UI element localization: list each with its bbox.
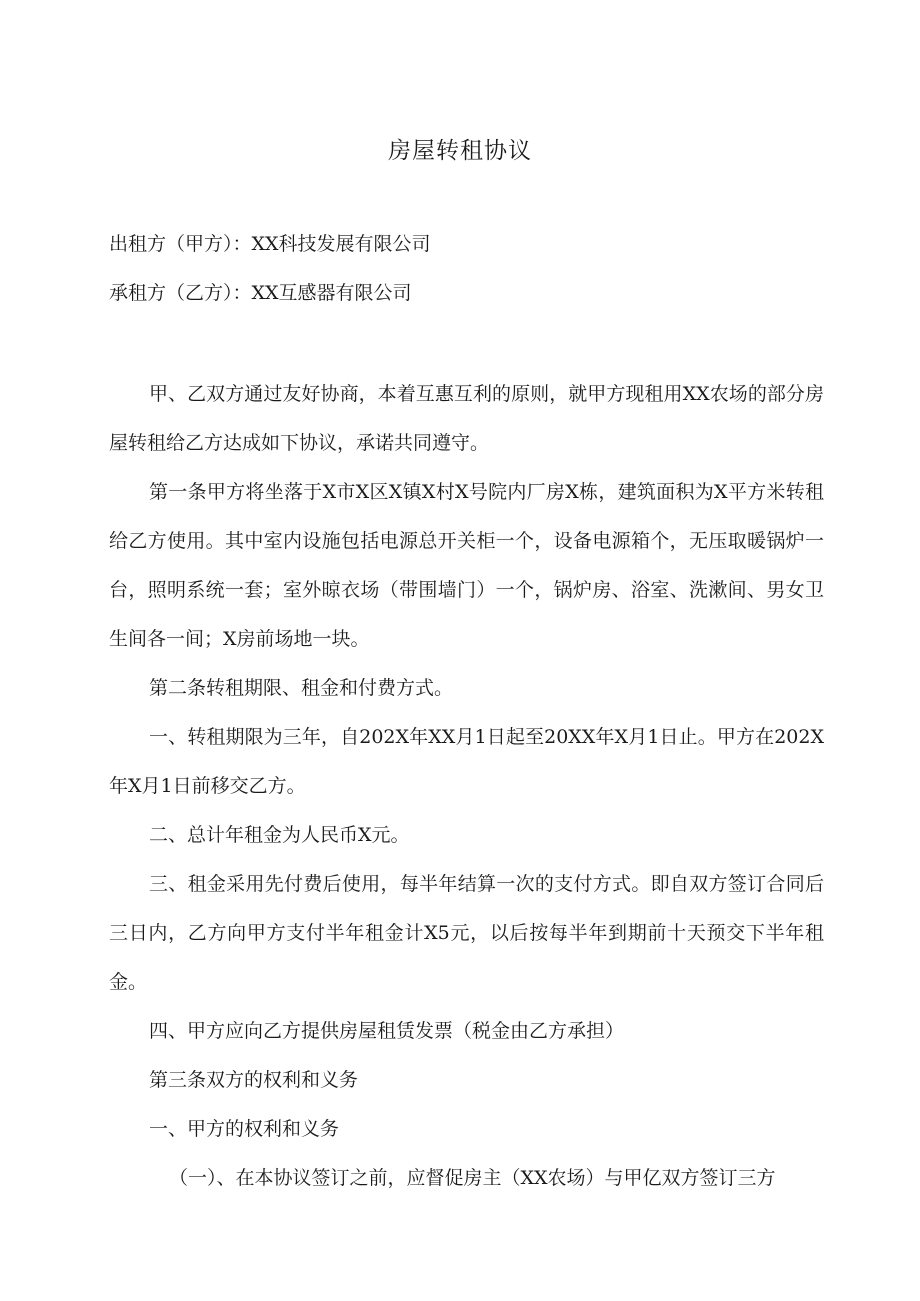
paragraph-payment: 三、租金采用先付费后使用，每半年结算一次的支付方式。即自双方签订合同后三日内，乙方向甲方支付半年租金计X5元，以后按每半年到期前十天预交下半年租金。	[109, 873, 824, 993]
document-title: 房屋转租协议	[388, 138, 532, 164]
paragraph-preamble: 甲、乙双方通过友好协商，本着互惠互利的原则，就甲方现租用XX农场的部分房屋转租给乙方达成如下协议，承诺共同遵守。	[109, 383, 824, 454]
paragraph-annual-rent: 二、总计年租金为人民币X元。	[149, 824, 410, 846]
lessor-line: 出租方（甲方）：XX科技发展有限公司	[109, 233, 431, 255]
agreement-body	[109, 370, 824, 1203]
paragraph-article-2: 第二条转租期限、租金和付费方式。	[149, 677, 454, 699]
paragraph-invoice: 四、甲方应向乙方提供房屋租赁发票（税金由乙方承担）	[149, 1020, 625, 1042]
paragraph-lessor-rights: 一、甲方的权利和义务	[149, 1118, 340, 1140]
paragraph-article-1: 第一条甲方将坐落于X市X区X镇X村X号院内厂房X栋，建筑面积为X平方米转租给乙方使用。其中室内设施包括电源总开关柜一个，设备电源箱个，无压取暖锅炉一台，照明系统一套；室外晾衣场（带围墙门）一个，锅炉房、浴室、洗漱间、男女卫生间各一间；X房前场地一块。	[109, 481, 824, 650]
paragraph-clause-1: （一）、在本协议签订之前，应督促房主（XX农场）与甲亿双方签订三方	[169, 1167, 776, 1189]
paragraph-article-3: 第三条双方的权利和义务	[149, 1069, 359, 1091]
paragraph-term: 一、转租期限为三年，自202X年XX月1日起至20XX年X月1日止。甲方在202X年X月1日前移交乙方。	[109, 726, 824, 797]
lessee-line: 承租方（乙方）：XX互感器有限公司	[109, 282, 412, 304]
